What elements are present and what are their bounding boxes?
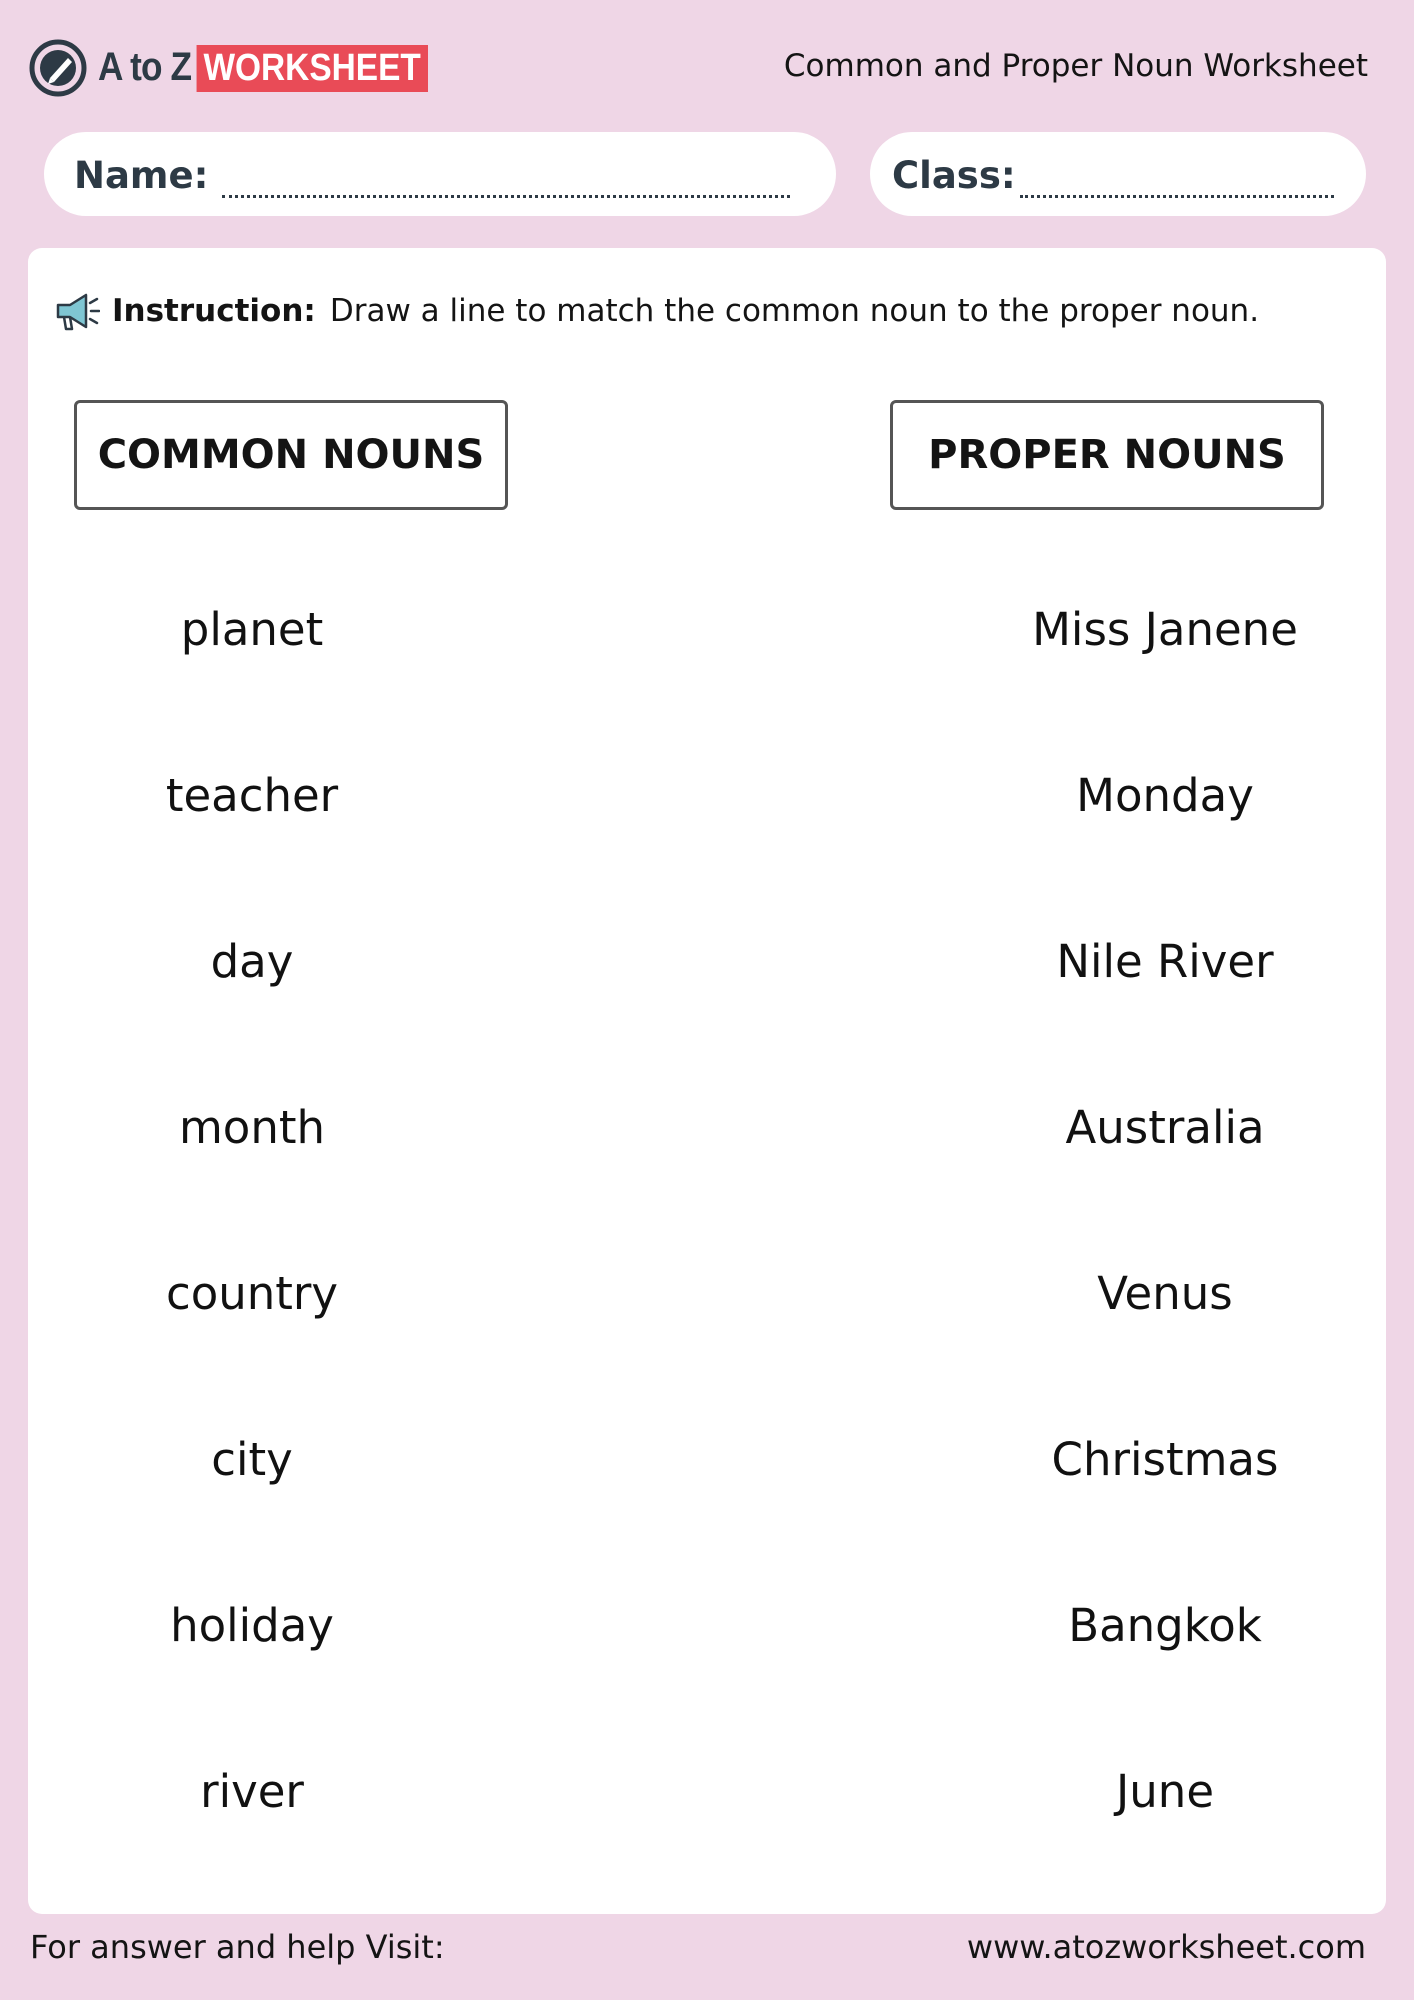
footer-website-link[interactable]: www.atozworksheet.com xyxy=(966,1928,1366,1966)
logo-text-main: A to Z xyxy=(98,44,192,89)
header xyxy=(28,34,1368,104)
instruction-text: Draw a line to match the common noun to the proper noun. xyxy=(329,293,1260,329)
proper-noun-item[interactable]: Nile River xyxy=(1056,935,1274,988)
common-noun-item[interactable]: holiday xyxy=(170,1599,334,1652)
megaphone-icon xyxy=(52,289,100,333)
common-noun-item[interactable]: month xyxy=(178,1101,326,1154)
proper-noun-item[interactable]: Christmas xyxy=(1051,1433,1279,1486)
instruction xyxy=(52,286,1259,336)
proper-noun-item[interactable]: Monday xyxy=(1076,769,1254,822)
proper-noun-item[interactable]: Venus xyxy=(1097,1267,1233,1320)
logo-pencil-icon xyxy=(28,38,88,98)
proper-noun-item[interactable]: Bangkok xyxy=(1068,1599,1262,1652)
proper-noun-item[interactable]: June xyxy=(1116,1765,1214,1818)
common-noun-item[interactable]: city xyxy=(211,1433,293,1486)
common-noun-item[interactable]: day xyxy=(210,935,294,988)
name-label: Name: xyxy=(74,154,209,197)
logo xyxy=(28,38,473,98)
logo-text xyxy=(98,45,428,92)
name-dotted-line[interactable] xyxy=(222,195,790,198)
proper-nouns-heading: PROPER NOUNS xyxy=(890,400,1324,510)
class-dotted-line[interactable] xyxy=(1020,195,1334,198)
common-nouns-heading: COMMON NOUNS xyxy=(74,400,508,510)
common-noun-item[interactable]: teacher xyxy=(165,769,339,822)
common-noun-item[interactable]: river xyxy=(200,1765,304,1818)
logo-brand: WORKSHEET xyxy=(196,45,427,92)
instruction-label: Instruction: xyxy=(112,293,316,329)
proper-noun-item[interactable]: Miss Janene xyxy=(1032,603,1298,656)
class-field[interactable] xyxy=(870,132,1366,216)
class-label: Class: xyxy=(892,154,1016,197)
footer-help-text: For answer and help Visit: xyxy=(30,1928,445,1966)
worksheet-card xyxy=(28,248,1386,1914)
name-field[interactable] xyxy=(44,132,836,216)
proper-noun-item[interactable]: Australia xyxy=(1065,1101,1265,1154)
common-noun-item[interactable]: country xyxy=(165,1267,339,1320)
worksheet-title: Common and Proper Noun Worksheet xyxy=(783,48,1368,84)
common-noun-item[interactable]: planet xyxy=(180,603,324,656)
